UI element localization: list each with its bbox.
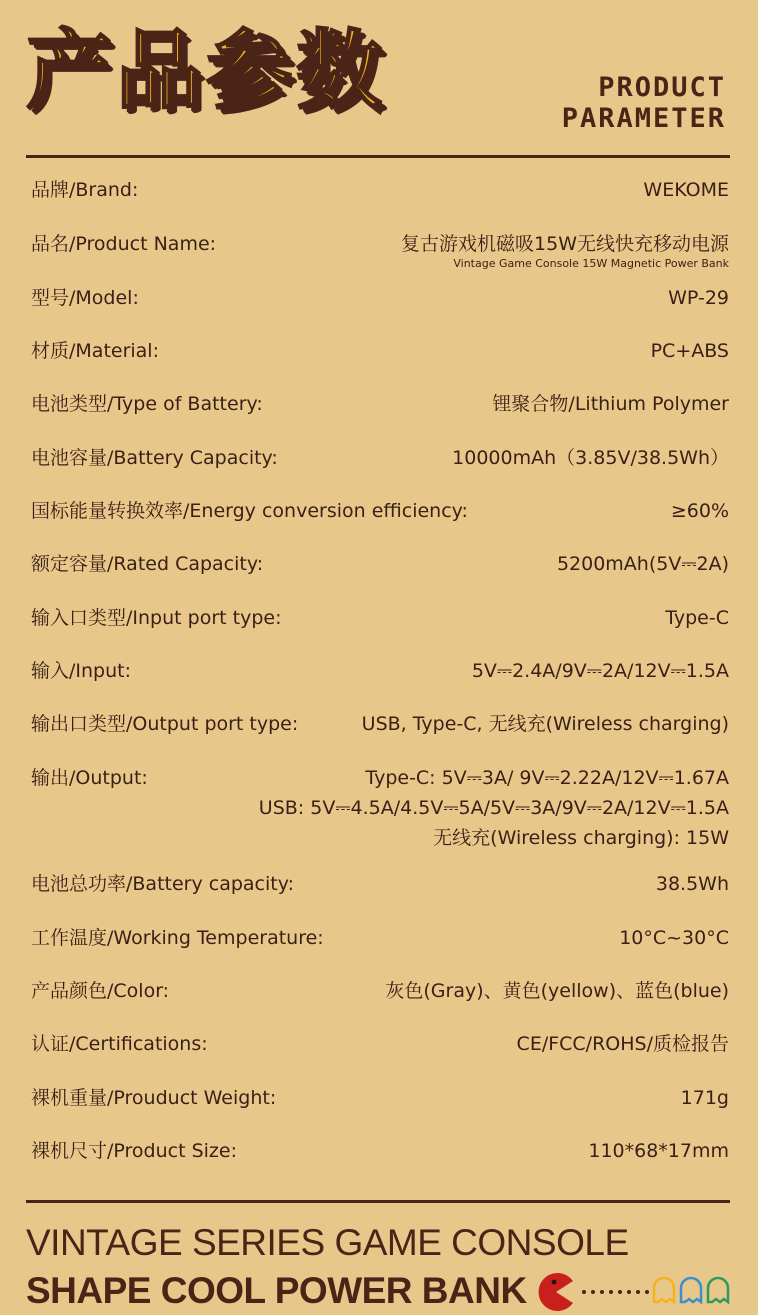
divider-top	[26, 155, 730, 158]
spec-row	[31, 445, 729, 471]
spec-value	[472, 658, 729, 684]
spec-label: 品牌/Brand:	[31, 179, 139, 201]
spec-value-line: 5V⎓2.4A/9V⎓2A/12V⎓1.5A	[471, 660, 729, 682]
spec-value	[259, 765, 729, 851]
spec-value-line: ≥60%	[670, 500, 729, 522]
spec-value	[517, 1031, 729, 1057]
spec-label: 型号/Model:	[31, 287, 139, 309]
spec-value	[651, 338, 729, 364]
spec-value-line: 38.5Wh	[655, 873, 729, 895]
spec-value-line: 复古游戏机磁吸15W无线快充移动电源	[401, 233, 729, 255]
spec-value	[665, 605, 729, 631]
spec-value-line: USB: 5V⎓4.5A/4.5V⎓5A/5V⎓3A/9V⎓2A/12V⎓1.5A	[258, 797, 729, 819]
spec-label: 输入口类型/Input port type:	[31, 607, 282, 629]
spec-row	[31, 978, 729, 1004]
spec-value-subtitle: Vintage Game Console 15W Magnetic Power Bank	[453, 257, 729, 270]
spec-value	[619, 925, 729, 951]
spec-label: 认证/Certifications:	[31, 1033, 208, 1055]
page-title-cn: 产品参数	[26, 21, 386, 121]
spec-value-line: 无线充(Wireless charging): 15W	[433, 827, 729, 849]
spec-value-line: USB, Type-C, 无线充(Wireless charging)	[361, 713, 729, 735]
spec-label: 电池类型/Type of Battery:	[31, 393, 263, 415]
spec-value	[671, 498, 729, 524]
spec-row	[31, 711, 729, 737]
pacman-icon	[536, 1272, 576, 1312]
spec-value-line: 锂聚合物/Lithium Polymer	[492, 393, 729, 415]
ghost-yellow-icon	[652, 1276, 676, 1304]
spec-row	[31, 551, 729, 577]
spec-label: 材质/Material:	[31, 340, 159, 362]
page-title-en	[562, 72, 726, 134]
spec-label: 电池容量/Battery Capacity:	[31, 447, 278, 469]
spec-value	[557, 551, 729, 577]
spec-label: 输出口类型/Output port type:	[31, 713, 299, 735]
spec-row	[31, 177, 729, 203]
spec-value-line: WP-29	[668, 287, 729, 309]
spec-row	[31, 338, 729, 364]
page-title-en-line2: PARAMETER	[561, 103, 726, 134]
spec-row	[31, 605, 729, 631]
spec-label: 品名/Product Name:	[31, 233, 217, 255]
spec-value	[452, 445, 729, 471]
spec-label: 电池总功率/Battery capacity:	[31, 873, 294, 895]
spec-value-line: PC+ABS	[650, 340, 729, 362]
spec-value-line: 171g	[680, 1087, 729, 1109]
spec-row	[31, 871, 729, 897]
spec-label: 输入/Input:	[31, 660, 132, 682]
page-title-en-line1: PRODUCT	[598, 72, 726, 103]
spec-row	[31, 1031, 729, 1057]
spec-row	[31, 285, 729, 311]
ghost-green-icon	[706, 1276, 730, 1304]
spec-value	[656, 871, 729, 897]
pellet-dots	[582, 1290, 649, 1294]
spec-row	[31, 658, 729, 684]
spec-value-line: Type-C: 5V⎓3A/ 9V⎓2.22A/12V⎓1.67A	[365, 767, 729, 789]
spec-value-line: WEKOME	[643, 179, 729, 201]
spec-value-line: 110*68*17mm	[588, 1140, 729, 1162]
spec-value-line: CE/FCC/ROHS/质检报告	[516, 1033, 729, 1055]
ghost-blue-icon	[679, 1276, 703, 1304]
spec-value	[643, 177, 729, 203]
divider-bottom	[26, 1200, 730, 1203]
spec-row	[31, 925, 729, 951]
spec-label: 裸机尺寸/Product Size:	[31, 1140, 237, 1162]
spec-row	[31, 765, 729, 851]
spec-row	[31, 498, 729, 524]
spec-label: 输出/Output:	[31, 767, 148, 789]
spec-value	[492, 391, 729, 417]
spec-value-line: 10°C~30°C	[619, 927, 729, 949]
spec-label: 国标能量转换效率/Energy conversion efficiency:	[31, 500, 468, 522]
spec-value	[588, 1138, 729, 1164]
spec-value	[385, 978, 729, 1004]
spec-value	[668, 285, 729, 311]
spec-label: 裸机重量/Prouduct Weight:	[31, 1087, 277, 1109]
spec-value	[362, 711, 729, 737]
spec-value-line: 5200mAh(5V⎓2A)	[556, 553, 729, 575]
footer-series-title: VINTAGE SERIES GAME CONSOLE	[26, 1222, 629, 1263]
spec-row	[31, 231, 729, 271]
spec-value	[401, 231, 729, 271]
spec-row	[31, 1138, 729, 1164]
footer-product-title: SHAPE COOL POWER BANK	[26, 1270, 527, 1311]
spec-label: 额定容量/Rated Capacity:	[31, 553, 264, 575]
spec-value-line: 灰色(Gray)、黄色(yellow)、蓝色(blue)	[385, 980, 729, 1002]
spec-row	[31, 1085, 729, 1111]
spec-value-line: 10000mAh（3.85V/38.5Wh）	[452, 447, 729, 469]
spec-label: 产品颜色/Color:	[31, 980, 170, 1002]
spec-label: 工作温度/Working Temperature:	[31, 927, 324, 949]
spec-value-line: Type-C	[665, 607, 729, 629]
spec-row	[31, 391, 729, 417]
spec-value	[681, 1085, 729, 1111]
header	[0, 0, 758, 160]
